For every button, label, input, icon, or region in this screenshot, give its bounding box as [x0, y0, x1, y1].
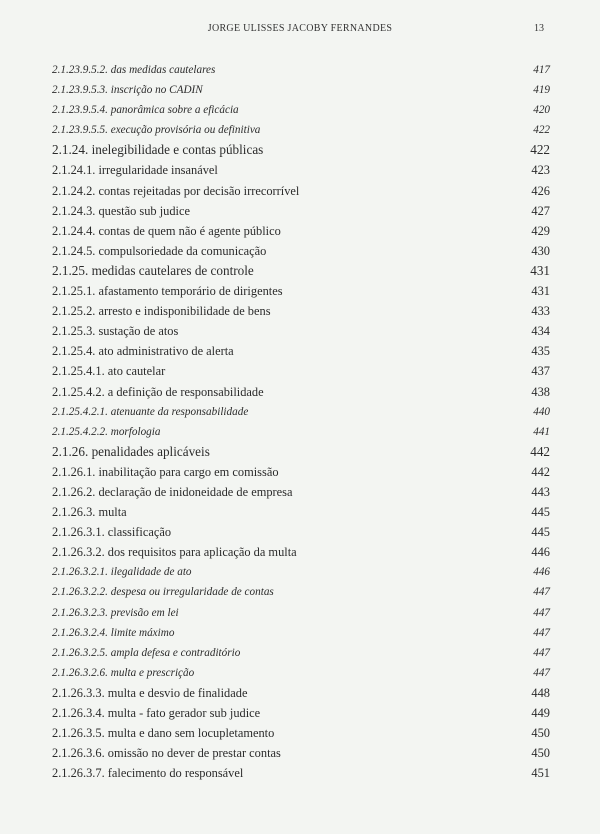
toc-entry-page: 447	[533, 666, 550, 679]
toc-entry-label: 2.1.24.5. compulsoriedade da comunicação	[52, 243, 267, 258]
toc-entry-label: 2.1.25.4.1. ato cautelar	[52, 364, 166, 379]
toc-entry-label: 2.1.25.4.2.1. atenuante da responsabilidade	[52, 405, 249, 418]
toc-entry	[52, 140, 550, 160]
toc-entry-label: 2.1.26.3. multa	[52, 505, 127, 520]
toc-entry-page: 435	[531, 344, 550, 359]
toc-entry-page: 449	[531, 706, 550, 720]
page-number: 13	[534, 23, 544, 34]
toc-entry-page: 423	[531, 163, 550, 178]
toc-entry	[52, 382, 550, 402]
toc-entry-label: 2.1.26.1. inabilitação para cargo em comissão	[52, 464, 279, 479]
toc-entry-label: 2.1.26.3.4. multa - fato gerador sub judice	[52, 706, 261, 720]
toc-entry-page: 446	[531, 545, 550, 560]
toc-entry-page: 447	[533, 646, 550, 659]
toc-entry-label: 2.1.26.3.2. dos requisitos para aplicação da multa	[52, 545, 297, 560]
toc-entry	[52, 422, 550, 442]
toc-entry-page: 450	[531, 746, 550, 761]
toc-entry-label: 2.1.24.4. contas de quem não é agente público	[52, 223, 281, 238]
toc-entry	[52, 160, 550, 180]
toc-entry	[52, 542, 550, 562]
toc-entry-label: 2.1.26.2. declaração de inidoneidade de empresa	[52, 484, 293, 499]
toc-entry-page: 433	[531, 304, 550, 319]
toc-entry-label: 2.1.25.2. arresto e indisponibilidade de bens	[52, 304, 271, 319]
toc-entry	[52, 221, 550, 241]
toc-entry	[52, 181, 550, 201]
toc-entry	[52, 562, 550, 582]
toc-entry-page: 442	[531, 464, 550, 479]
toc-entry-label: 2.1.26.3.2.3. previsão em lei	[52, 606, 179, 619]
toc-entry-page: 427	[531, 203, 550, 218]
toc-entry	[52, 603, 550, 623]
toc-entry	[52, 723, 550, 743]
toc-entry-label: 2.1.23.9.5.5. execução provisória ou definitiva	[52, 124, 261, 137]
toc-entry-label: 2.1.26.3.1. classificação	[52, 525, 172, 540]
toc-entry-label: 2.1.26. penalidades aplicáveis	[52, 443, 210, 459]
toc-entry	[52, 80, 550, 100]
toc-entry-page: 431	[531, 284, 550, 299]
toc-entry-page: 445	[531, 525, 550, 540]
toc-entry	[52, 743, 550, 763]
toc-entry-page: 446	[533, 566, 550, 579]
toc-entry-label: 2.1.23.9.5.4. panorâmica sobre a eficácia	[52, 104, 239, 117]
toc-entry-page: 426	[531, 183, 550, 198]
toc-entry	[52, 281, 550, 301]
toc-entry-page: 419	[533, 84, 550, 97]
toc-entry-page: 430	[531, 243, 550, 258]
toc-entry-label: 2.1.25.3. sustação de atos	[52, 324, 179, 339]
toc-entry	[52, 703, 550, 723]
toc-entry	[52, 301, 550, 321]
toc-entry	[52, 522, 550, 542]
toc-entry-label: 2.1.25.4. ato administrativo de alerta	[52, 344, 234, 359]
toc-entry	[52, 120, 550, 140]
toc-entry-page: 447	[533, 586, 550, 599]
toc-entry	[52, 462, 550, 482]
toc-entry	[52, 261, 550, 281]
toc-entry-page: 441	[533, 425, 550, 438]
toc-entry	[52, 321, 550, 341]
toc-entry-label: 2.1.26.3.2.1. ilegalidade de ato	[52, 566, 192, 579]
toc-entry	[52, 442, 550, 462]
toc-entry-page: 443	[531, 484, 550, 499]
toc-entry-label: 2.1.25.4.2. a definição de responsabilidade	[52, 384, 264, 399]
table-of-contents	[52, 60, 550, 783]
toc-entry-page: 451	[531, 766, 550, 781]
toc-entry-page: 420	[533, 104, 550, 117]
toc-entry-label: 2.1.25.4.2.2. morfologia	[52, 425, 161, 438]
toc-entry-label: 2.1.26.3.2.6. multa e prescrição	[52, 666, 195, 679]
toc-entry	[52, 763, 550, 783]
toc-entry-page: 437	[531, 364, 550, 379]
toc-entry	[52, 683, 550, 703]
toc-entry-page: 429	[531, 223, 550, 238]
toc-entry-label: 2.1.26.3.6. omissão no dever de prestar contas	[52, 746, 281, 761]
toc-entry-label: 2.1.25. medidas cautelares de controle	[52, 262, 254, 278]
toc-entry-label: 2.1.26.3.3. multa e desvio de finalidade	[52, 685, 248, 700]
toc-entry	[52, 663, 550, 683]
toc-entry	[52, 643, 550, 663]
toc-entry	[52, 60, 550, 80]
toc-entry	[52, 341, 550, 361]
running-header-title: JORGE ULISSES JACOBY FERNANDES	[207, 23, 393, 34]
toc-entry-page: 417	[533, 64, 550, 76]
toc-entry-label: 2.1.26.3.2.4. limite máximo	[52, 626, 175, 639]
toc-entry	[52, 201, 550, 221]
toc-entry-label: 2.1.24. inelegibilidade e contas públicas	[52, 142, 264, 158]
toc-entry-label: 2.1.26.3.5. multa e dano sem locupletamento	[52, 726, 275, 741]
toc-entry-label: 2.1.25.1. afastamento temporário de dirigentes	[52, 284, 283, 299]
running-header	[0, 23, 600, 39]
toc-entry	[52, 241, 550, 261]
toc-entry-label: 2.1.23.9.5.3. inscrição no CADIN	[52, 84, 203, 97]
toc-entry	[52, 582, 550, 602]
toc-entry-page: 431	[530, 262, 550, 278]
toc-entry-page: 440	[533, 405, 550, 418]
toc-entry-label: 2.1.24.2. contas rejeitadas por decisão irrecorrível	[52, 183, 300, 198]
toc-entry-label: 2.1.24.3. questão sub judice	[52, 203, 190, 218]
toc-entry-label: 2.1.26.3.2.2. despesa ou irregularidade de contas	[52, 586, 274, 599]
toc-entry-label: 2.1.26.3.2.5. ampla defesa e contraditório	[52, 646, 241, 659]
toc-entry	[52, 502, 550, 522]
toc-entry-page: 422	[530, 142, 550, 158]
toc-entry-page: 447	[533, 606, 550, 619]
toc-entry-page: 448	[531, 685, 550, 700]
toc-entry-label: 2.1.23.9.5.2. das medidas cautelares	[52, 64, 216, 76]
toc-entry-label: 2.1.26.3.7. falecimento do responsável	[52, 766, 244, 781]
toc-entry	[52, 100, 550, 120]
toc-entry	[52, 623, 550, 643]
toc-entry	[52, 482, 550, 502]
toc-entry-page: 445	[531, 505, 550, 520]
toc-entry-page: 450	[531, 726, 550, 741]
toc-entry-page: 447	[533, 626, 550, 639]
toc-entry	[52, 402, 550, 422]
toc-entry-page: 422	[533, 124, 550, 137]
toc-entry-page: 442	[530, 443, 550, 459]
toc-entry-label: 2.1.24.1. irregularidade insanável	[52, 163, 218, 178]
toc-entry-page: 434	[531, 324, 550, 339]
toc-entry	[52, 361, 550, 381]
toc-entry-page: 438	[531, 384, 550, 399]
